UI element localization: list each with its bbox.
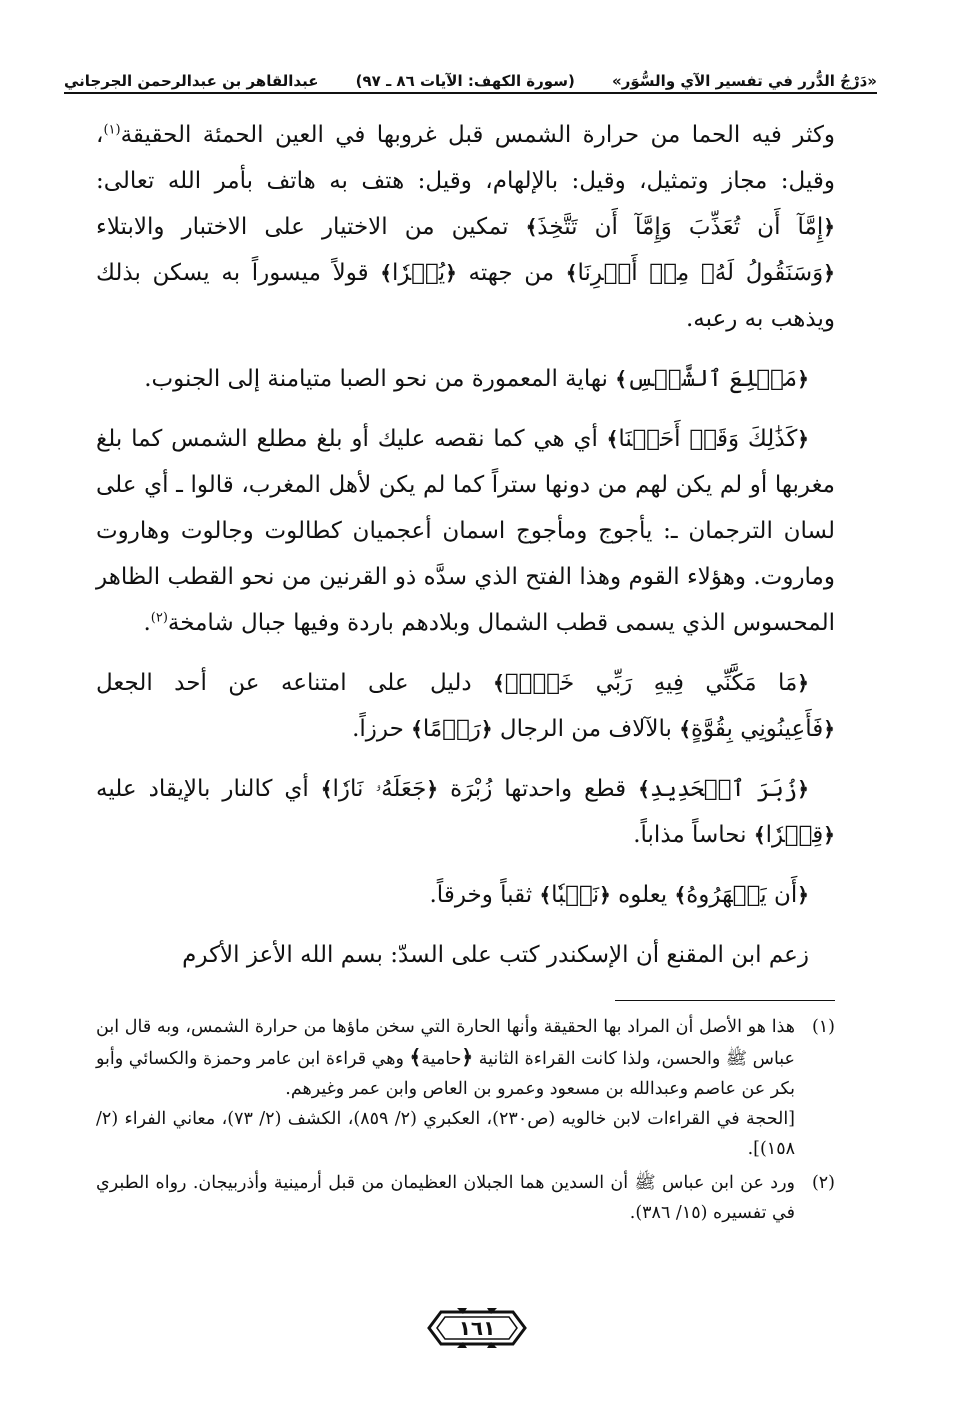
quran-bracket-close: ﴾ (753, 823, 766, 847)
text-run: نحاساً مذاباً. (633, 822, 754, 848)
text-run: وهي قراءة ابن عامر وحمزة والكسائي وأبو بكر عن عاصم وعبدالله بن مسعود وعمرو بن العاص وابن عمر وغيرهم. (96, 1049, 795, 1099)
text-run: زعم ابن المقنع أن الإسكندر كتب على السدّ: بسم الله الأعز الأكرم (182, 942, 809, 968)
text-run: حرزاً. (352, 716, 412, 742)
text-run: ورد عن ابن عباس ﷺ أن السدين هما الجبلان العظيمان من قبل أرمينية وأذربيجان. رواه الطبري في تفسيره (١٥/ ٣٨٦). (96, 1173, 795, 1223)
quran-verse-text: فَأَعِينُونِي بِقُوَّةٍ (690, 716, 824, 742)
quran-bracket-close: ﴾ (409, 1045, 422, 1069)
quran-bracket-close: ﴾ (539, 883, 552, 907)
footnote-reference: (١) (103, 122, 121, 138)
text-run: . (143, 610, 151, 636)
quran-bracket-close: ﴾ (411, 717, 423, 741)
quran-bracket-close: ﴾ (525, 215, 538, 239)
running-header (64, 52, 877, 90)
paragraph (96, 416, 835, 646)
quran-bracket-close: ﴾ (380, 261, 393, 285)
text-run: دليل على امتناعه عن أحد الجعل (96, 670, 494, 696)
quran-verse-text: جَعَلَهُۥ نَارٗا (332, 776, 427, 802)
quran-verse-text: أَن يَظۡهَرُوهُ (686, 882, 798, 908)
header-rule (64, 92, 877, 94)
body-text (96, 112, 835, 992)
quran-quote (380, 260, 457, 286)
quran-quote (679, 716, 835, 742)
text-run: من جهته (456, 260, 566, 286)
quran-bracket-open: ﴿ (797, 671, 809, 695)
quran-bracket-close: ﴾ (679, 717, 691, 741)
text-run: أي هي كما نقصه عليك أو بلغ مطلع الشمس كما بلغ مغربها أو لم يكن لهم من دونها ستراً كما لم يكن لأهل المغرب، قالوا ـ أي على لسان الترجمان ـ: يأجوج ومأجوج اسمان أعجميان كطالوت وجالوت وهاروت وماروت. وهؤلاء القوم وهذا الفتح الذي سدَّه ذو القرنين من نحو القطب الظاهر المحسوس الذي يسمى قطب الشمال وبلادهم باردة وفيها جبال شامخة (96, 426, 835, 636)
footnote-rule (615, 1000, 835, 1001)
quran-verse-text: نَقۡبٗا (551, 882, 600, 908)
text-run: أي كالنار بالإيقاد عليه (96, 776, 321, 802)
quran-verse-text: حامية (421, 1049, 462, 1069)
text-run: يعلوه (610, 882, 675, 908)
quran-quote (754, 822, 835, 848)
quran-bracket-open: ﴿ (426, 777, 439, 801)
author-name: عبدالقاهر بن عبدالرحمن الجرجاني (64, 72, 319, 90)
quran-bracket-open: ﴿ (823, 717, 835, 741)
quran-bracket-open: ﴿ (461, 1045, 474, 1069)
quran-bracket-open: ﴿ (797, 883, 809, 907)
text-run: قطع واحدتها زُبْرَة (438, 776, 639, 802)
quran-verse-text: رَدۡمًا (422, 716, 481, 742)
quran-bracket-close: ﴾ (320, 777, 333, 801)
quran-verse-text: إِمَّآ أَن تُعَذِّبَ وَإِمَّآ أَن تَتَّخِذَ (537, 214, 824, 240)
footnote (96, 1168, 835, 1228)
quran-quote (411, 716, 492, 742)
footnote-reference: (٢) (150, 610, 168, 626)
quran-bracket-open: ﴿ (823, 261, 835, 285)
quran-quote (493, 670, 809, 696)
paragraph (96, 872, 835, 918)
quran-verse-text: مَطۡلِعَ ٱلشَّمۡسِ (626, 366, 798, 392)
paragraph (96, 766, 835, 858)
text-run: قولاً ميسوراً به يسكن بذلك ويذهب به رعبه. (96, 260, 835, 332)
quran-quote (615, 366, 809, 392)
quran-bracket-open: ﴿ (823, 215, 835, 239)
text-run: بالآلاف من الرجال (492, 716, 680, 742)
paragraph (96, 356, 835, 402)
quran-verse-text: وَسَنَقُولُ لَهُۥ مِنۡ أَمۡرِنَا (577, 260, 824, 286)
quran-quote (321, 776, 438, 802)
text-run: ثقباً وخرقاً. (429, 882, 540, 908)
footnote-text (96, 1104, 795, 1164)
quran-bracket-open: ﴿ (797, 777, 809, 801)
quran-bracket-open: ﴿ (797, 367, 809, 391)
footnote-text (96, 1012, 795, 1104)
quran-quote (526, 214, 835, 240)
section-title: (سورة الكهف: الآيات ٨٦ ـ ٩٧) (355, 72, 575, 90)
quran-bracket-open: ﴿ (480, 717, 493, 741)
text-run: تمكين من الاختيار على الاختبار والابتلاء (96, 214, 526, 240)
quran-bracket-open: ﴿ (445, 261, 457, 285)
footnote-text (96, 1168, 795, 1228)
quran-verse-text: زُبَرَ ٱلۡحَدِيدِ (649, 776, 798, 802)
text-run: هذا هو الأصل أن المراد بها الحقيقة وأنها الحارة التي سخن ماؤها من حرارة الشمس، وبه قال ابن عباس ﷺ والحسن، ولذا كانت القراءة الثانية (96, 1017, 795, 1069)
footnote-body (96, 1012, 795, 1164)
quran-bracket-close: ﴾ (606, 427, 619, 451)
quran-bracket-close: ﴾ (638, 777, 650, 801)
quran-bracket-close: ﴾ (674, 883, 687, 907)
text-run: ، وقيل: مجاز وتمثيل، وقيل: بالإلهام، وقيل: هتف به هاتف بأمر الله تعالى: (96, 122, 835, 194)
quran-quote (409, 1045, 474, 1069)
paragraph (96, 932, 835, 978)
quran-bracket-open: ﴿ (823, 823, 835, 847)
quran-verse-text: مَا مَكَّنِّي فِيهِ رَبِّي خَيۡرٞ (504, 670, 798, 696)
quran-quote (566, 260, 835, 286)
page-number: ١٦١ (458, 1316, 496, 1340)
footnote (96, 1012, 835, 1164)
quran-bracket-close: ﴾ (493, 671, 505, 695)
quran-verse-text: يُسۡرٗا (392, 260, 446, 286)
quran-quote (638, 776, 809, 802)
text-run: وكثر فيه الحما من حرارة الشمس قبل غروبها في العين الحمئة الحقيقة (120, 122, 835, 148)
footnote-body (96, 1168, 795, 1228)
quran-verse-text: قِطۡرٗا (765, 822, 824, 848)
text-run: نهاية المعمورة من نحو الصبا متيامنة إلى الجنوب. (144, 366, 616, 392)
footnote-number: (٢) (811, 1173, 835, 1193)
paragraph (96, 112, 835, 342)
footnote-number: (١) (811, 1017, 835, 1037)
quran-quote (675, 882, 809, 908)
quran-bracket-close: ﴾ (565, 261, 578, 285)
quran-bracket-open: ﴿ (797, 427, 810, 451)
quran-quote (607, 426, 809, 452)
text-run: [الحجة في القراءات لابن خالويه (ص٢٣٠)، العكبري (٢/ ٨٥٩)، الكشف (٢/ ٧٣)، معاني الفراء (٢/ ١٥٨)]. (96, 1109, 796, 1159)
paragraph (96, 660, 835, 752)
book-title: «دَرْجُ الدُّرر في تفسير الآي والسُّوَر» (612, 72, 877, 90)
quran-quote (539, 882, 610, 908)
footnotes (96, 1012, 835, 1232)
quran-bracket-close: ﴾ (615, 367, 627, 391)
quran-bracket-open: ﴿ (599, 883, 611, 907)
quran-verse-text: كَذَٰلِكَ وَقَدۡ أَحَطۡنَا (618, 426, 798, 452)
